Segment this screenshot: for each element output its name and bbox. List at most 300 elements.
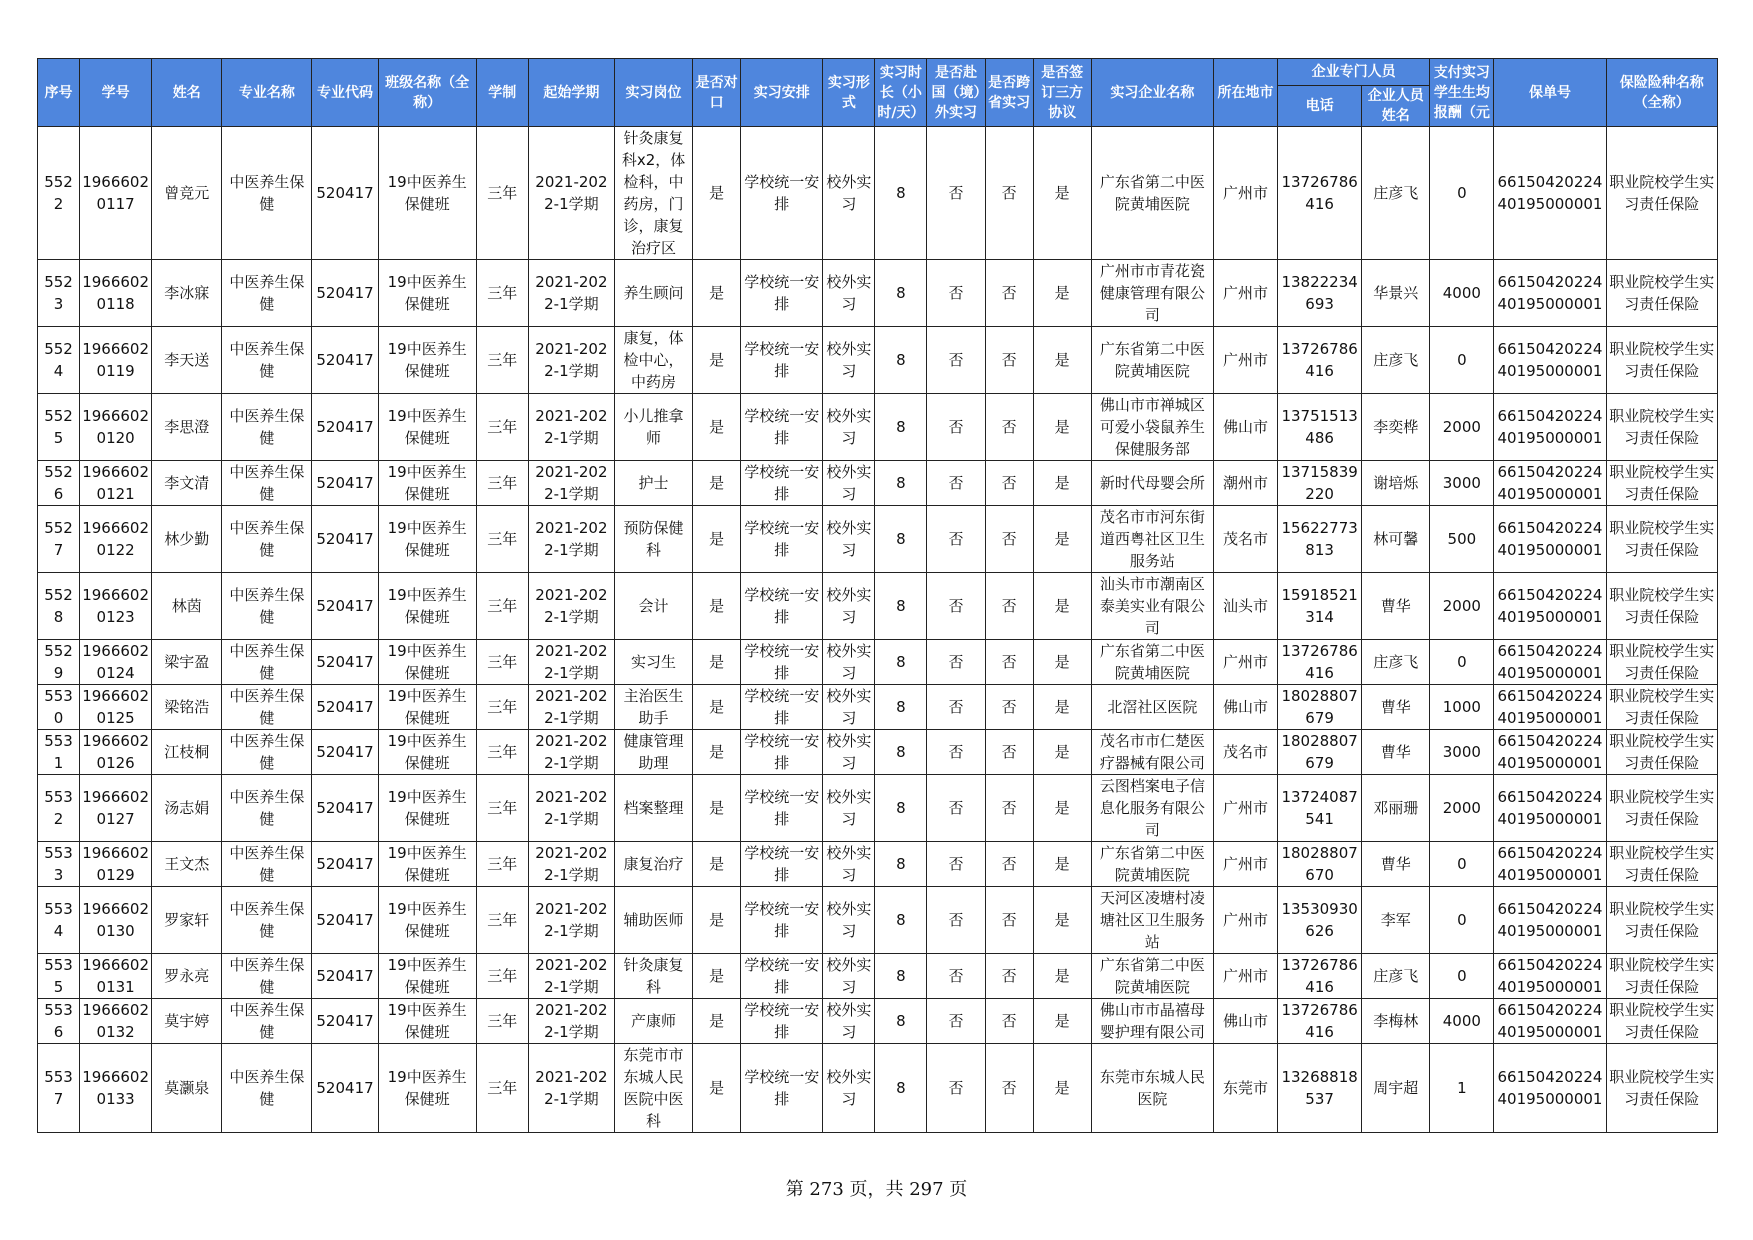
cell-phone: 13724087541 [1278,775,1362,842]
cell-pos: 主治医生助手 [614,685,692,730]
cell-cross: 否 [985,506,1033,573]
cell-phone: 18028807670 [1278,842,1362,887]
cell-arr: 学校统一安排 [741,999,823,1044]
cell-term: 2021-2022-1学期 [528,461,614,506]
cell-policy: 6615042022440195000001 [1494,260,1606,327]
cell-cross: 否 [985,842,1033,887]
cell-match: 是 [693,999,741,1044]
cell-hours: 8 [875,640,927,685]
cell-hours: 8 [875,260,927,327]
cell-id: 19666020125 [80,685,152,730]
cell-match: 是 [693,127,741,260]
cell-form: 校外实习 [823,842,875,887]
cell-staff: 李军 [1362,887,1430,954]
cell-term: 2021-2022-1学期 [528,394,614,461]
cell-ins: 职业院校学生实习责任保险 [1606,999,1717,1044]
cell-pay: 2000 [1430,573,1494,640]
cell-term: 2021-2022-1学期 [528,954,614,999]
cell-term: 2021-2022-1学期 [528,1044,614,1133]
cell-arr: 学校统一安排 [741,506,823,573]
table-row [38,573,1718,640]
cell-code: 520417 [312,461,378,506]
cell-id: 19666020130 [80,887,152,954]
cell-pay: 0 [1430,954,1494,999]
cell-ins: 职业院校学生实习责任保险 [1606,127,1717,260]
cell-company: 广东省第二中医院黄埔医院 [1091,954,1213,999]
cell-tri: 是 [1033,685,1091,730]
cell-term: 2021-2022-1学期 [528,640,614,685]
cell-form: 校外实习 [823,506,875,573]
cell-major: 中医养生保健 [222,640,312,685]
cell-abroad: 否 [927,327,985,394]
cell-abroad: 否 [927,573,985,640]
cell-name: 罗家轩 [152,887,222,954]
cell-policy: 6615042022440195000001 [1494,685,1606,730]
cell-ins: 职业院校学生实习责任保险 [1606,1044,1717,1133]
header-start-term: 起始学期 [528,59,614,127]
cell-seq: 5534 [38,887,80,954]
cell-id: 19666020132 [80,999,152,1044]
cell-staff: 李奕桦 [1362,394,1430,461]
cell-city: 佛山市 [1213,394,1277,461]
cell-seq: 5524 [38,327,80,394]
cell-staff: 华景兴 [1362,260,1430,327]
cell-pos: 康复治疗 [614,842,692,887]
cell-arr: 学校统一安排 [741,461,823,506]
cell-hours: 8 [875,775,927,842]
cell-pos: 预防保健科 [614,506,692,573]
cell-name: 梁宇盈 [152,640,222,685]
cell-pay: 0 [1430,127,1494,260]
cell-cross: 否 [985,394,1033,461]
header-class: 班级名称（全称） [378,59,476,127]
cell-policy: 6615042022440195000001 [1494,506,1606,573]
cell-city: 佛山市 [1213,685,1277,730]
cell-staff: 庄彦飞 [1362,954,1430,999]
cell-ins: 职业院校学生实习责任保险 [1606,573,1717,640]
cell-major: 中医养生保健 [222,573,312,640]
cell-tri: 是 [1033,461,1091,506]
cell-staff: 曹华 [1362,730,1430,775]
cell-abroad: 否 [927,127,985,260]
cell-dur: 三年 [476,999,528,1044]
cell-phone: 13268818537 [1278,1044,1362,1133]
cell-pay: 0 [1430,327,1494,394]
cell-tri: 是 [1033,260,1091,327]
cell-company: 广东省第二中医院黄埔医院 [1091,127,1213,260]
cell-company: 北滘社区医院 [1091,685,1213,730]
cell-tri: 是 [1033,394,1091,461]
cell-name: 莫灏泉 [152,1044,222,1133]
cell-name: 曾竞元 [152,127,222,260]
cell-tri: 是 [1033,1044,1091,1133]
header-major: 专业名称 [222,59,312,127]
cell-name: 林少勤 [152,506,222,573]
cell-city: 茂名市 [1213,730,1277,775]
cell-match: 是 [693,685,741,730]
cell-abroad: 否 [927,260,985,327]
header-arrangement: 实习安排 [741,59,823,127]
cell-policy: 6615042022440195000001 [1494,887,1606,954]
cell-hours: 8 [875,506,927,573]
cell-cross: 否 [985,461,1033,506]
cell-cross: 否 [985,327,1033,394]
cell-seq: 5535 [38,954,80,999]
cell-code: 520417 [312,999,378,1044]
cell-name: 李思澄 [152,394,222,461]
cell-ins: 职业院校学生实习责任保险 [1606,461,1717,506]
cell-class: 19中医养生保健班 [378,685,476,730]
cell-term: 2021-2022-1学期 [528,685,614,730]
header-duration: 学制 [476,59,528,127]
cell-match: 是 [693,573,741,640]
cell-pay: 0 [1430,640,1494,685]
cell-major: 中医养生保健 [222,1044,312,1133]
cell-phone: 18028807679 [1278,730,1362,775]
cell-pay: 2000 [1430,775,1494,842]
cell-pay: 3000 [1430,461,1494,506]
cell-pos: 档案整理 [614,775,692,842]
cell-name: 莫宇婷 [152,999,222,1044]
cell-match: 是 [693,730,741,775]
cell-name: 梁铭浩 [152,685,222,730]
cell-id: 19666020117 [80,127,152,260]
cell-arr: 学校统一安排 [741,394,823,461]
cell-city: 广州市 [1213,887,1277,954]
cell-class: 19中医养生保健班 [378,842,476,887]
cell-company: 云图档案电子信息化服务有限公司 [1091,775,1213,842]
cell-arr: 学校统一安排 [741,954,823,999]
cell-arr: 学校统一安排 [741,1044,823,1133]
cell-form: 校外实习 [823,954,875,999]
header-student-id: 学号 [80,59,152,127]
cell-city: 广州市 [1213,954,1277,999]
cell-form: 校外实习 [823,1044,875,1133]
cell-arr: 学校统一安排 [741,260,823,327]
cell-cross: 否 [985,640,1033,685]
cell-ins: 职业院校学生实习责任保险 [1606,887,1717,954]
cell-dur: 三年 [476,461,528,506]
table-row [38,999,1718,1044]
cell-match: 是 [693,842,741,887]
cell-arr: 学校统一安排 [741,573,823,640]
cell-company: 茂名市市仁楚医疗器械有限公司 [1091,730,1213,775]
cell-name: 林茵 [152,573,222,640]
cell-company: 汕头市市潮南区泰美实业有限公司 [1091,573,1213,640]
cell-code: 520417 [312,954,378,999]
cell-hours: 8 [875,127,927,260]
cell-company: 新时代母婴会所 [1091,461,1213,506]
cell-company: 天河区凌塘村凌塘社区卫生服务站 [1091,887,1213,954]
cell-tri: 是 [1033,506,1091,573]
cell-staff: 曹华 [1362,842,1430,887]
cell-code: 520417 [312,127,378,260]
cell-code: 520417 [312,887,378,954]
cell-pos: 针灸康复科 [614,954,692,999]
cell-city: 茂名市 [1213,506,1277,573]
cell-tri: 是 [1033,775,1091,842]
cell-form: 校外实习 [823,573,875,640]
header-staff-group: 企业专门人员 [1278,59,1430,86]
cell-ins: 职业院校学生实习责任保险 [1606,775,1717,842]
cell-major: 中医养生保健 [222,954,312,999]
table-row [38,327,1718,394]
cell-class: 19中医养生保健班 [378,327,476,394]
table-row [38,685,1718,730]
cell-id: 19666020119 [80,327,152,394]
cell-code: 520417 [312,1044,378,1133]
cell-abroad: 否 [927,461,985,506]
cell-major: 中医养生保健 [222,461,312,506]
cell-code: 520417 [312,775,378,842]
cell-arr: 学校统一安排 [741,327,823,394]
cell-arr: 学校统一安排 [741,730,823,775]
cell-major: 中医养生保健 [222,999,312,1044]
cell-city: 东莞市 [1213,1044,1277,1133]
cell-seq: 5536 [38,999,80,1044]
cell-cross: 否 [985,685,1033,730]
cell-id: 19666020131 [80,954,152,999]
cell-staff: 庄彦飞 [1362,127,1430,260]
cell-name: 李冰寐 [152,260,222,327]
cell-class: 19中医养生保健班 [378,887,476,954]
cell-id: 19666020118 [80,260,152,327]
cell-term: 2021-2022-1学期 [528,127,614,260]
cell-code: 520417 [312,730,378,775]
cell-staff: 邓丽珊 [1362,775,1430,842]
header-name: 姓名 [152,59,222,127]
cell-cross: 否 [985,1044,1033,1133]
cell-term: 2021-2022-1学期 [528,260,614,327]
cell-pos: 针灸康复科x2，体检科，中药房，门诊，康复治疗区 [614,127,692,260]
table-row [38,394,1718,461]
cell-term: 2021-2022-1学期 [528,327,614,394]
cell-term: 2021-2022-1学期 [528,775,614,842]
table-row [38,640,1718,685]
cell-phone: 13530930626 [1278,887,1362,954]
cell-seq: 5528 [38,573,80,640]
cell-tri: 是 [1033,573,1091,640]
cell-abroad: 否 [927,640,985,685]
cell-ins: 职业院校学生实习责任保险 [1606,685,1717,730]
table-row [38,887,1718,954]
cell-seq: 5527 [38,506,80,573]
header-insurance: 保险险种名称（全称） [1606,59,1717,127]
cell-term: 2021-2022-1学期 [528,887,614,954]
cell-hours: 8 [875,954,927,999]
cell-city: 广州市 [1213,260,1277,327]
cell-class: 19中医养生保健班 [378,954,476,999]
cell-id: 19666020123 [80,573,152,640]
cell-major: 中医养生保健 [222,127,312,260]
cell-tri: 是 [1033,842,1091,887]
cell-pay: 4000 [1430,260,1494,327]
cell-phone: 13715839220 [1278,461,1362,506]
cell-policy: 6615042022440195000001 [1494,842,1606,887]
table-row [38,506,1718,573]
cell-hours: 8 [875,999,927,1044]
cell-match: 是 [693,775,741,842]
header-abroad: 是否赴国（境）外实习 [927,59,985,127]
cell-id: 19666020127 [80,775,152,842]
cell-pos: 小儿推拿师 [614,394,692,461]
cell-pos: 康复，体检中心，中药房 [614,327,692,394]
cell-city: 广州市 [1213,127,1277,260]
cell-staff: 李梅林 [1362,999,1430,1044]
cell-match: 是 [693,327,741,394]
cell-id: 19666020133 [80,1044,152,1133]
cell-hours: 8 [875,327,927,394]
cell-ins: 职业院校学生实习责任保险 [1606,954,1717,999]
table-row [38,842,1718,887]
cell-id: 19666020129 [80,842,152,887]
cell-pay: 2000 [1430,394,1494,461]
cell-ins: 职业院校学生实习责任保险 [1606,327,1717,394]
cell-staff: 周宇超 [1362,1044,1430,1133]
cell-code: 520417 [312,842,378,887]
cell-class: 19中医养生保健班 [378,127,476,260]
cell-name: 江枝桐 [152,730,222,775]
cell-form: 校外实习 [823,127,875,260]
cell-form: 校外实习 [823,999,875,1044]
internship-table [37,58,1718,1133]
cell-pos: 实习生 [614,640,692,685]
cell-company: 广东省第二中医院黄埔医院 [1091,327,1213,394]
cell-city: 潮州市 [1213,461,1277,506]
cell-match: 是 [693,394,741,461]
cell-pay: 0 [1430,842,1494,887]
cell-company: 佛山市市晶禧母婴护理有限公司 [1091,999,1213,1044]
cell-tri: 是 [1033,954,1091,999]
cell-abroad: 否 [927,954,985,999]
cell-cross: 否 [985,954,1033,999]
cell-tri: 是 [1033,640,1091,685]
cell-id: 19666020126 [80,730,152,775]
cell-form: 校外实习 [823,685,875,730]
cell-form: 校外实习 [823,327,875,394]
cell-hours: 8 [875,573,927,640]
cell-ins: 职业院校学生实习责任保险 [1606,640,1717,685]
cell-cross: 否 [985,573,1033,640]
cell-class: 19中医养生保健班 [378,775,476,842]
cell-tri: 是 [1033,887,1091,954]
cell-dur: 三年 [476,730,528,775]
cell-arr: 学校统一安排 [741,685,823,730]
cell-seq: 5523 [38,260,80,327]
cell-company: 广东省第二中医院黄埔医院 [1091,640,1213,685]
cell-form: 校外实习 [823,730,875,775]
cell-policy: 6615042022440195000001 [1494,461,1606,506]
cell-term: 2021-2022-1学期 [528,573,614,640]
cell-class: 19中医养生保健班 [378,461,476,506]
cell-policy: 6615042022440195000001 [1494,954,1606,999]
cell-company: 东莞市东城人民医院 [1091,1044,1213,1133]
cell-form: 校外实习 [823,640,875,685]
table-row [38,775,1718,842]
cell-seq: 5522 [38,127,80,260]
cell-name: 罗永亮 [152,954,222,999]
cell-cross: 否 [985,260,1033,327]
table-row [38,461,1718,506]
table-row [38,127,1718,260]
cell-pos: 会计 [614,573,692,640]
table-row [38,730,1718,775]
header-company: 实习企业名称 [1091,59,1213,127]
header-form: 实习形式 [823,59,875,127]
cell-major: 中医养生保健 [222,887,312,954]
header-staff-name: 企业人员姓名 [1362,86,1430,127]
cell-match: 是 [693,887,741,954]
cell-staff: 曹华 [1362,573,1430,640]
cell-policy: 6615042022440195000001 [1494,730,1606,775]
cell-dur: 三年 [476,573,528,640]
cell-company: 广东省第二中医院黄埔医院 [1091,842,1213,887]
table-row [38,954,1718,999]
cell-phone: 15918521314 [1278,573,1362,640]
cell-phone: 13726786416 [1278,327,1362,394]
cell-abroad: 否 [927,775,985,842]
cell-name: 王文杰 [152,842,222,887]
cell-abroad: 否 [927,394,985,461]
cell-abroad: 否 [927,730,985,775]
cell-code: 520417 [312,394,378,461]
cell-form: 校外实习 [823,461,875,506]
cell-hours: 8 [875,685,927,730]
cell-dur: 三年 [476,506,528,573]
cell-staff: 庄彦飞 [1362,640,1430,685]
cell-company: 佛山市市禅城区可爱小袋鼠养生保健服务部 [1091,394,1213,461]
cell-phone: 13726786416 [1278,640,1362,685]
cell-policy: 6615042022440195000001 [1494,640,1606,685]
cell-code: 520417 [312,327,378,394]
cell-city: 广州市 [1213,327,1277,394]
header-match: 是否对口 [693,59,741,127]
cell-major: 中医养生保健 [222,394,312,461]
header-pay: 支付实习学生生均报酬（元 [1430,59,1494,127]
table-header [38,59,1718,127]
cell-abroad: 否 [927,842,985,887]
cell-phone: 18028807679 [1278,685,1362,730]
cell-dur: 三年 [476,640,528,685]
cell-city: 广州市 [1213,640,1277,685]
cell-term: 2021-2022-1学期 [528,842,614,887]
cell-major: 中医养生保健 [222,685,312,730]
cell-class: 19中医养生保健班 [378,506,476,573]
cell-arr: 学校统一安排 [741,887,823,954]
cell-pos: 健康管理助理 [614,730,692,775]
cell-class: 19中医养生保健班 [378,394,476,461]
cell-city: 佛山市 [1213,999,1277,1044]
cell-dur: 三年 [476,327,528,394]
cell-pos: 护士 [614,461,692,506]
cell-major: 中医养生保健 [222,730,312,775]
cell-dur: 三年 [476,887,528,954]
cell-id: 19666020120 [80,394,152,461]
cell-seq: 5529 [38,640,80,685]
cell-city: 汕头市 [1213,573,1277,640]
cell-city: 广州市 [1213,775,1277,842]
cell-phone: 13726786416 [1278,127,1362,260]
header-cross-province: 是否跨省实习 [985,59,1033,127]
cell-match: 是 [693,461,741,506]
cell-term: 2021-2022-1学期 [528,730,614,775]
cell-ins: 职业院校学生实习责任保险 [1606,260,1717,327]
cell-pay: 1 [1430,1044,1494,1133]
cell-code: 520417 [312,685,378,730]
cell-id: 19666020124 [80,640,152,685]
cell-code: 520417 [312,573,378,640]
cell-match: 是 [693,260,741,327]
